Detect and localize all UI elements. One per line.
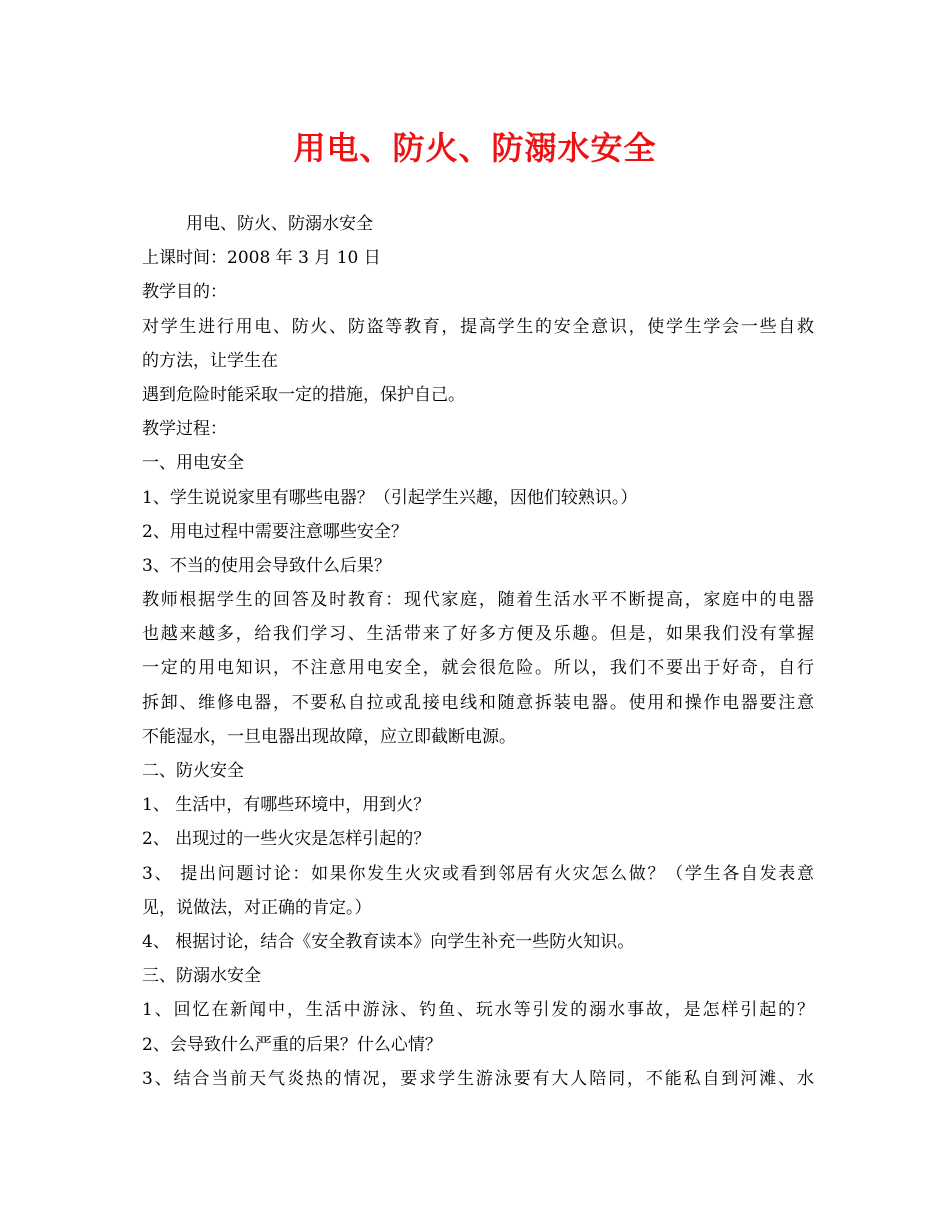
- text-line: 一、用电安全: [142, 453, 244, 474]
- text-line: 对学生进行用电、防火、防盗等教育，提高学生的安全意识，使学生学会一些自救: [142, 316, 814, 337]
- page-title: 用电、防火、防溺水安全: [293, 129, 657, 167]
- text-line: 的方法，让学生在: [142, 350, 278, 371]
- text-line: 4、 根据讨论，结合《安全教育读本》向学生补充一些防火知识。: [142, 931, 635, 952]
- text-line: 3、不当的使用会导致什么后果？: [142, 555, 391, 576]
- text-line: 教学过程：: [142, 419, 227, 440]
- text-line: 拆卸、维修电器，不要私自拉或乱接电线和随意拆装电器。使用和操作电器要注意: [142, 692, 814, 713]
- text-line: 也越来越多，给我们学习、生活带来了好多方便及乐趣。但是，如果我们没有掌握: [142, 624, 814, 645]
- text-line: 一定的用电知识，不注意用电安全，就会很危险。所以，我们不要出于好奇，自行: [142, 658, 814, 679]
- text-line: 教学目的：: [142, 282, 227, 303]
- text-line: 3、 提出问题讨论：如果你发生火灾或看到邻居有火灾怎么做？（学生各自发表意: [142, 863, 814, 884]
- text-line: 遇到危险时能采取一定的措施，保护自己。: [142, 384, 465, 405]
- text-line: 2、 出现过的一些火灾是怎样引起的？: [142, 829, 431, 850]
- text-line: 2、会导致什么严重的后果？什么心情？: [142, 1034, 442, 1055]
- text-line: 2、用电过程中需要注意哪些安全？: [142, 521, 408, 542]
- text-line: 1、回忆在新闻中，生活中游泳、钓鱼、玩水等引发的溺水事故，是怎样引起的？: [142, 1000, 814, 1021]
- text-line: 三、防溺水安全: [142, 966, 261, 987]
- text-line: 上课时间：2008 年 3 月 10 日: [142, 248, 381, 269]
- text-line: 1、 生活中，有哪些环境中，用到火？: [142, 795, 431, 816]
- text-line: 不能湿水，一旦电器出现故障，应立即截断电源。: [142, 726, 516, 747]
- text-line: 用电、防火、防溺水安全: [186, 214, 373, 234]
- document-body: [142, 207, 814, 1096]
- text-line: 1、学生说说家里有哪些电器？（引起学生兴趣，因他们较熟识。）: [142, 487, 638, 508]
- text-line: 3、结合当前天气炎热的情况，要求学生游泳要有大人陪同，不能私自到河滩、水: [142, 1068, 814, 1089]
- text-line: 见，说做法，对正确的肯定。）: [142, 897, 372, 918]
- text-line: 教师根据学生的回答及时教育：现代家庭，随着生活水平不断提高，家庭中的电器: [142, 590, 814, 611]
- text-line: 二、防火安全: [142, 761, 244, 781]
